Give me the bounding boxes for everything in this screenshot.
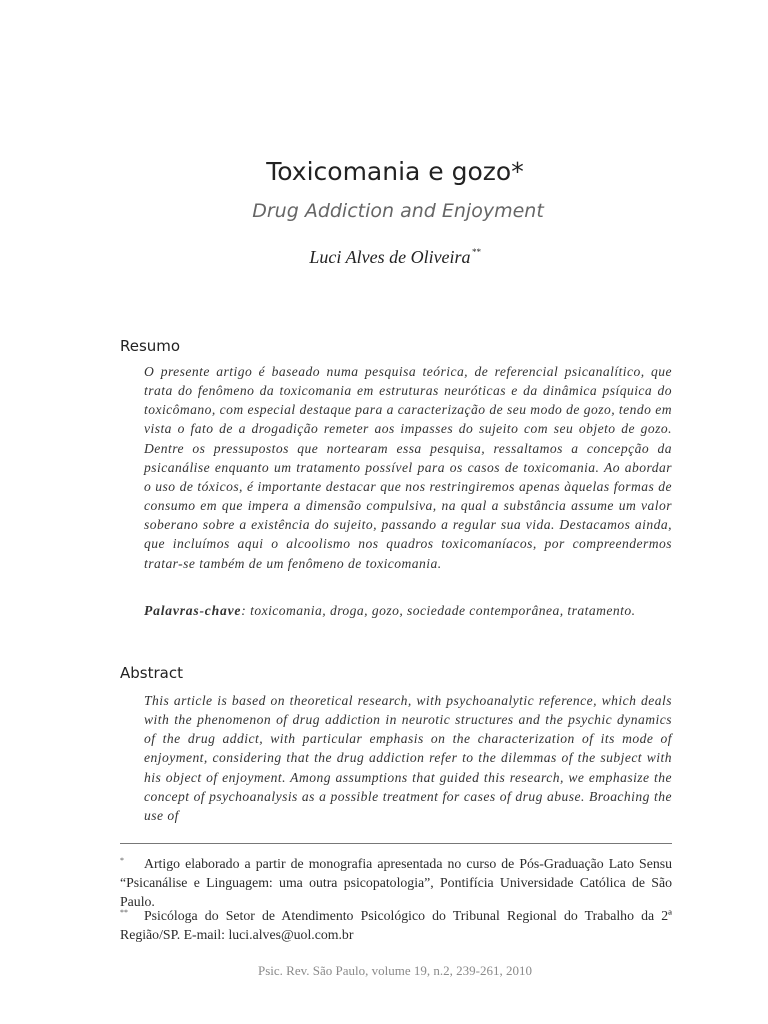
footnote-2-mark: ** bbox=[120, 908, 128, 917]
journal-citation: Psic. Rev. São Paulo, volume 19, n.2, 239-261, 2010 bbox=[258, 963, 532, 978]
resumo-text: O presente artigo é baseado numa pesquisa teórica, de referencial psicanalítico, que trata do fenômeno da toxicomania em estruturas neuróticas e da dinâmica psíquica do toxicômano, com especial destaque para a caracterização de seu modo de gozo, tendo em vista o fato de a drogadição remeter aos impasses do sujeito com seu objeto de gozo. Dentre os pressupostos que nortearam essa pesquisa, ressaltamos a concepção da psicanálise enquanto um tratamento possível para os casos de toxicomania. Ao abordar o uso de tóxicos, é importante destacar que nos restringiremos apenas àquelas formas de consumo em que impera a dimensão compulsiva, na qual a substância assume um valor soberano sobre a existência do sujeito, passando a regular sua vida. Destacamos ainda, que incluímos aqui o alcoolismo nos quadros toxicomaníacos, por compreendermos tratar-se também de um fenômeno de toxicomania. bbox=[144, 364, 672, 571]
author-name: Luci Alves de Oliveira bbox=[309, 247, 471, 267]
footnote-2 bbox=[120, 903, 672, 944]
footnote-1 bbox=[120, 851, 672, 911]
abstract-text: This article is based on theoretical research, with psychoanalytic reference, which deals with the phenomenon of drug addiction in neurotic structures and the psychic dynamics of the drug addict, with particular emphasis on the characterization of its mode of enjoyment, considering that the drug addiction refer to the dilemmas of the subject with his object of enjoyment. Among assumptions that guided this research, we emphasize the concept of psychoanalysis as a possible treatment for cases of drug abuse. Broaching the use of bbox=[144, 693, 672, 823]
article-title: Toxicomania e gozo* bbox=[266, 157, 524, 186]
footnote-divider bbox=[120, 843, 672, 844]
resumo-heading: Resumo bbox=[120, 337, 181, 355]
footnote-1-mark: * bbox=[120, 856, 124, 865]
article-subtitle: Drug Addiction and Enjoyment bbox=[252, 200, 544, 222]
footnote-2-text: Psicóloga do Setor de Atendimento Psicológico do Tribunal Regional do Trabalho da 2ª Região/SP. E-mail: luci.alves@uol.com.br bbox=[120, 908, 672, 942]
author-footnote-marker: ** bbox=[471, 247, 481, 257]
footnote-1-text: Artigo elaborado a partir de monografia apresentada no curso de Pós-Graduação Lato Sensu “Psicanálise e Linguagem: uma outra psicopatologia”, Pontifícia Universidade Católica de São Paulo. bbox=[120, 856, 672, 909]
author-line bbox=[0, 247, 768, 268]
keywords-list: : toxicomania, droga, gozo, sociedade contemporânea, tratamento. bbox=[241, 603, 636, 618]
abstract-heading: Abstract bbox=[120, 664, 183, 682]
keywords-paragraph bbox=[144, 601, 672, 620]
keywords-label: Palavras-chave bbox=[144, 603, 242, 618]
